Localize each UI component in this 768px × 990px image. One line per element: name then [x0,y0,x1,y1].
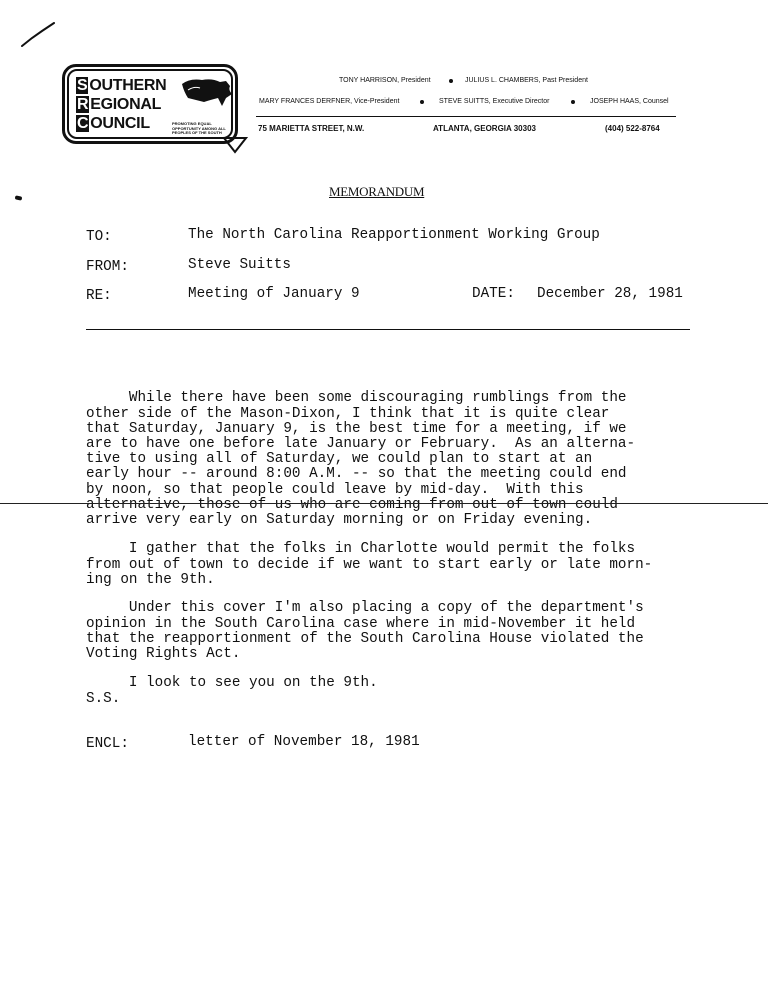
paragraph-line: opinion in the South Carolina case where in mid-November it held [86,615,636,632]
memo-title: MEMORANDUM [329,184,425,199]
page-crease-line [0,503,768,504]
enclosure-value: letter of November 18, 1981 [188,734,420,750]
re-value: Meeting of January 9 [188,286,360,302]
separator-dot [449,79,453,83]
paragraph-line: Under this cover I'm also placing a copy of the department's [86,600,644,617]
paragraph-line: early hour -- around 8:00 A.M. -- so that the meeting could end [86,466,627,483]
date-value: December 28, 1981 [537,286,683,302]
logo-line-2: R EGIONAL [77,96,162,113]
paragraph-line: alternative, those of us who are coming from out of town could [86,496,618,513]
separator-dot [571,100,575,104]
paragraph-4 [86,646,686,707]
date-label: DATE: [472,286,515,302]
paragraph-line: tive to using all of Saturday, we could plan to start at an [86,451,593,468]
to-value: The North Carolina Reapportionment Working Group [188,227,600,243]
address-street: 75 MARIETTA STREET, N.W. [258,124,365,133]
council-logo [62,64,248,154]
enclosure-label: ENCL: [86,736,129,752]
paragraph-line: I look to see you on the 9th. [86,675,378,692]
paragraph-line: While there have been some discouraging rumblings from the [86,390,627,407]
header-divider [86,329,690,330]
from-label: FROM: [86,259,129,275]
paragraph-line: by noon, so that people could leave by mid-day. With this [86,481,584,498]
separator-dot [420,100,424,104]
paragraph-line: arrive very early on Saturday morning or on Friday evening. [86,512,593,529]
phone-number: (404) 522-8764 [605,124,660,133]
officer-past-president: JULIUS L. CHAMBERS, Past President [465,77,588,84]
logo-tagline: PROMOTING EQUAL OPPORTUNITY AMONG ALL PEOPLES OF THE SOUTH [172,121,226,135]
logo-line-3: C OUNCIL [77,115,150,132]
officer-counsel: JOSEPH HAAS, Counsel [590,98,669,105]
us-map-icon [180,76,236,110]
logo-text-2: EGIONAL [90,96,162,113]
logo-text-3: OUNCIL [90,115,150,132]
paragraph-line: I gather that the folks in Charlotte would permit the folks [86,541,636,558]
paragraph-line: from out of town to decide if we want to start early or late morn- [86,556,653,573]
paragraph-line: that the reapportionment of the South Carolina House violated the [86,630,644,647]
address-city: ATLANTA, GEORGIA 30303 [433,124,536,133]
logo-line-1: S OUTHERN [77,77,167,94]
ink-smudge [15,195,23,200]
from-value: Steve Suitts [188,257,291,273]
letterhead-rule [256,116,676,117]
officer-president: TONY HARRISON, President [339,77,431,84]
paragraph-line: are to have one before late January or February. As an alterna- [86,436,636,453]
officer-vice-president: MARY FRANCES DERFNER, Vice-President [259,98,400,105]
paragraph-line: that Saturday, January 9, is the best time for a meeting, if we [86,420,627,437]
initials: S.S. [86,691,121,707]
pen-stroke-mark [20,22,56,48]
officer-executive-director: STEVE SUITTS, Executive Director [439,98,550,105]
to-label: TO: [86,229,112,245]
re-label: RE: [86,288,112,304]
logo-text-1: OUTHERN [89,77,167,94]
paragraph-line: other side of the Mason-Dixon, I think that it is quite clear [86,405,610,422]
logo-arrow-icon [222,136,248,154]
paragraph-line: ing on the 9th. [86,571,215,588]
paragraph-line: Voting Rights Act. [86,646,241,663]
